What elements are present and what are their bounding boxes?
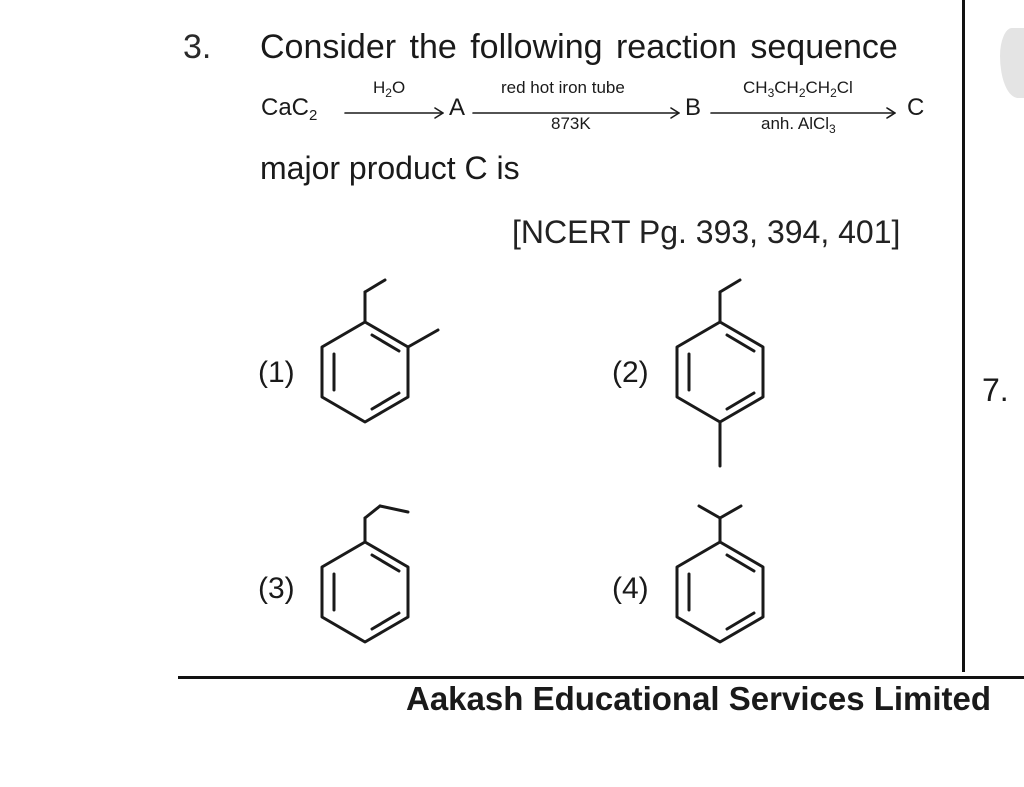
reagent-red-hot-iron-tube: red hot iron tube xyxy=(501,78,625,97)
product-a: A xyxy=(449,94,466,121)
reagent-propyl-chloride: $CH_3CH_2CH_2Cl$ xyxy=(743,78,853,100)
reaction-arrow-1 xyxy=(345,106,445,120)
question-number: 3. xyxy=(183,28,212,66)
option-4-structure xyxy=(655,490,815,660)
reactant-cac2: CaC$_2$ xyxy=(261,94,318,124)
ncert-reference: [NCERT Pg. 393, 394, 401] xyxy=(512,214,901,250)
reaction-sequence xyxy=(261,80,951,140)
page-edge-shadow xyxy=(1000,28,1024,98)
option-3-structure xyxy=(300,490,460,660)
option-4-label: (4) xyxy=(612,572,649,605)
product-b: B xyxy=(685,94,702,121)
column-divider xyxy=(962,0,965,672)
reagent-water: $H_2O$ xyxy=(373,78,406,100)
option-1-structure xyxy=(300,270,460,440)
question-prompt: major product C is xyxy=(260,150,520,186)
question-text: Consider the following reaction sequence xyxy=(260,28,898,66)
option-1-label: (1) xyxy=(258,356,295,389)
catalyst-alcl3: anh. AlCl$_3$ xyxy=(761,114,836,136)
footer-publisher: Aakash Educational Services Limited xyxy=(406,680,992,717)
option-2-label: (2) xyxy=(612,356,649,389)
option-3-label: (3) xyxy=(258,572,295,605)
option-2-structure xyxy=(655,270,815,480)
product-c: C xyxy=(907,94,925,121)
footer-divider xyxy=(178,676,1024,679)
side-question-number: 7. xyxy=(982,372,1009,408)
condition-873k: 873K xyxy=(551,114,591,133)
